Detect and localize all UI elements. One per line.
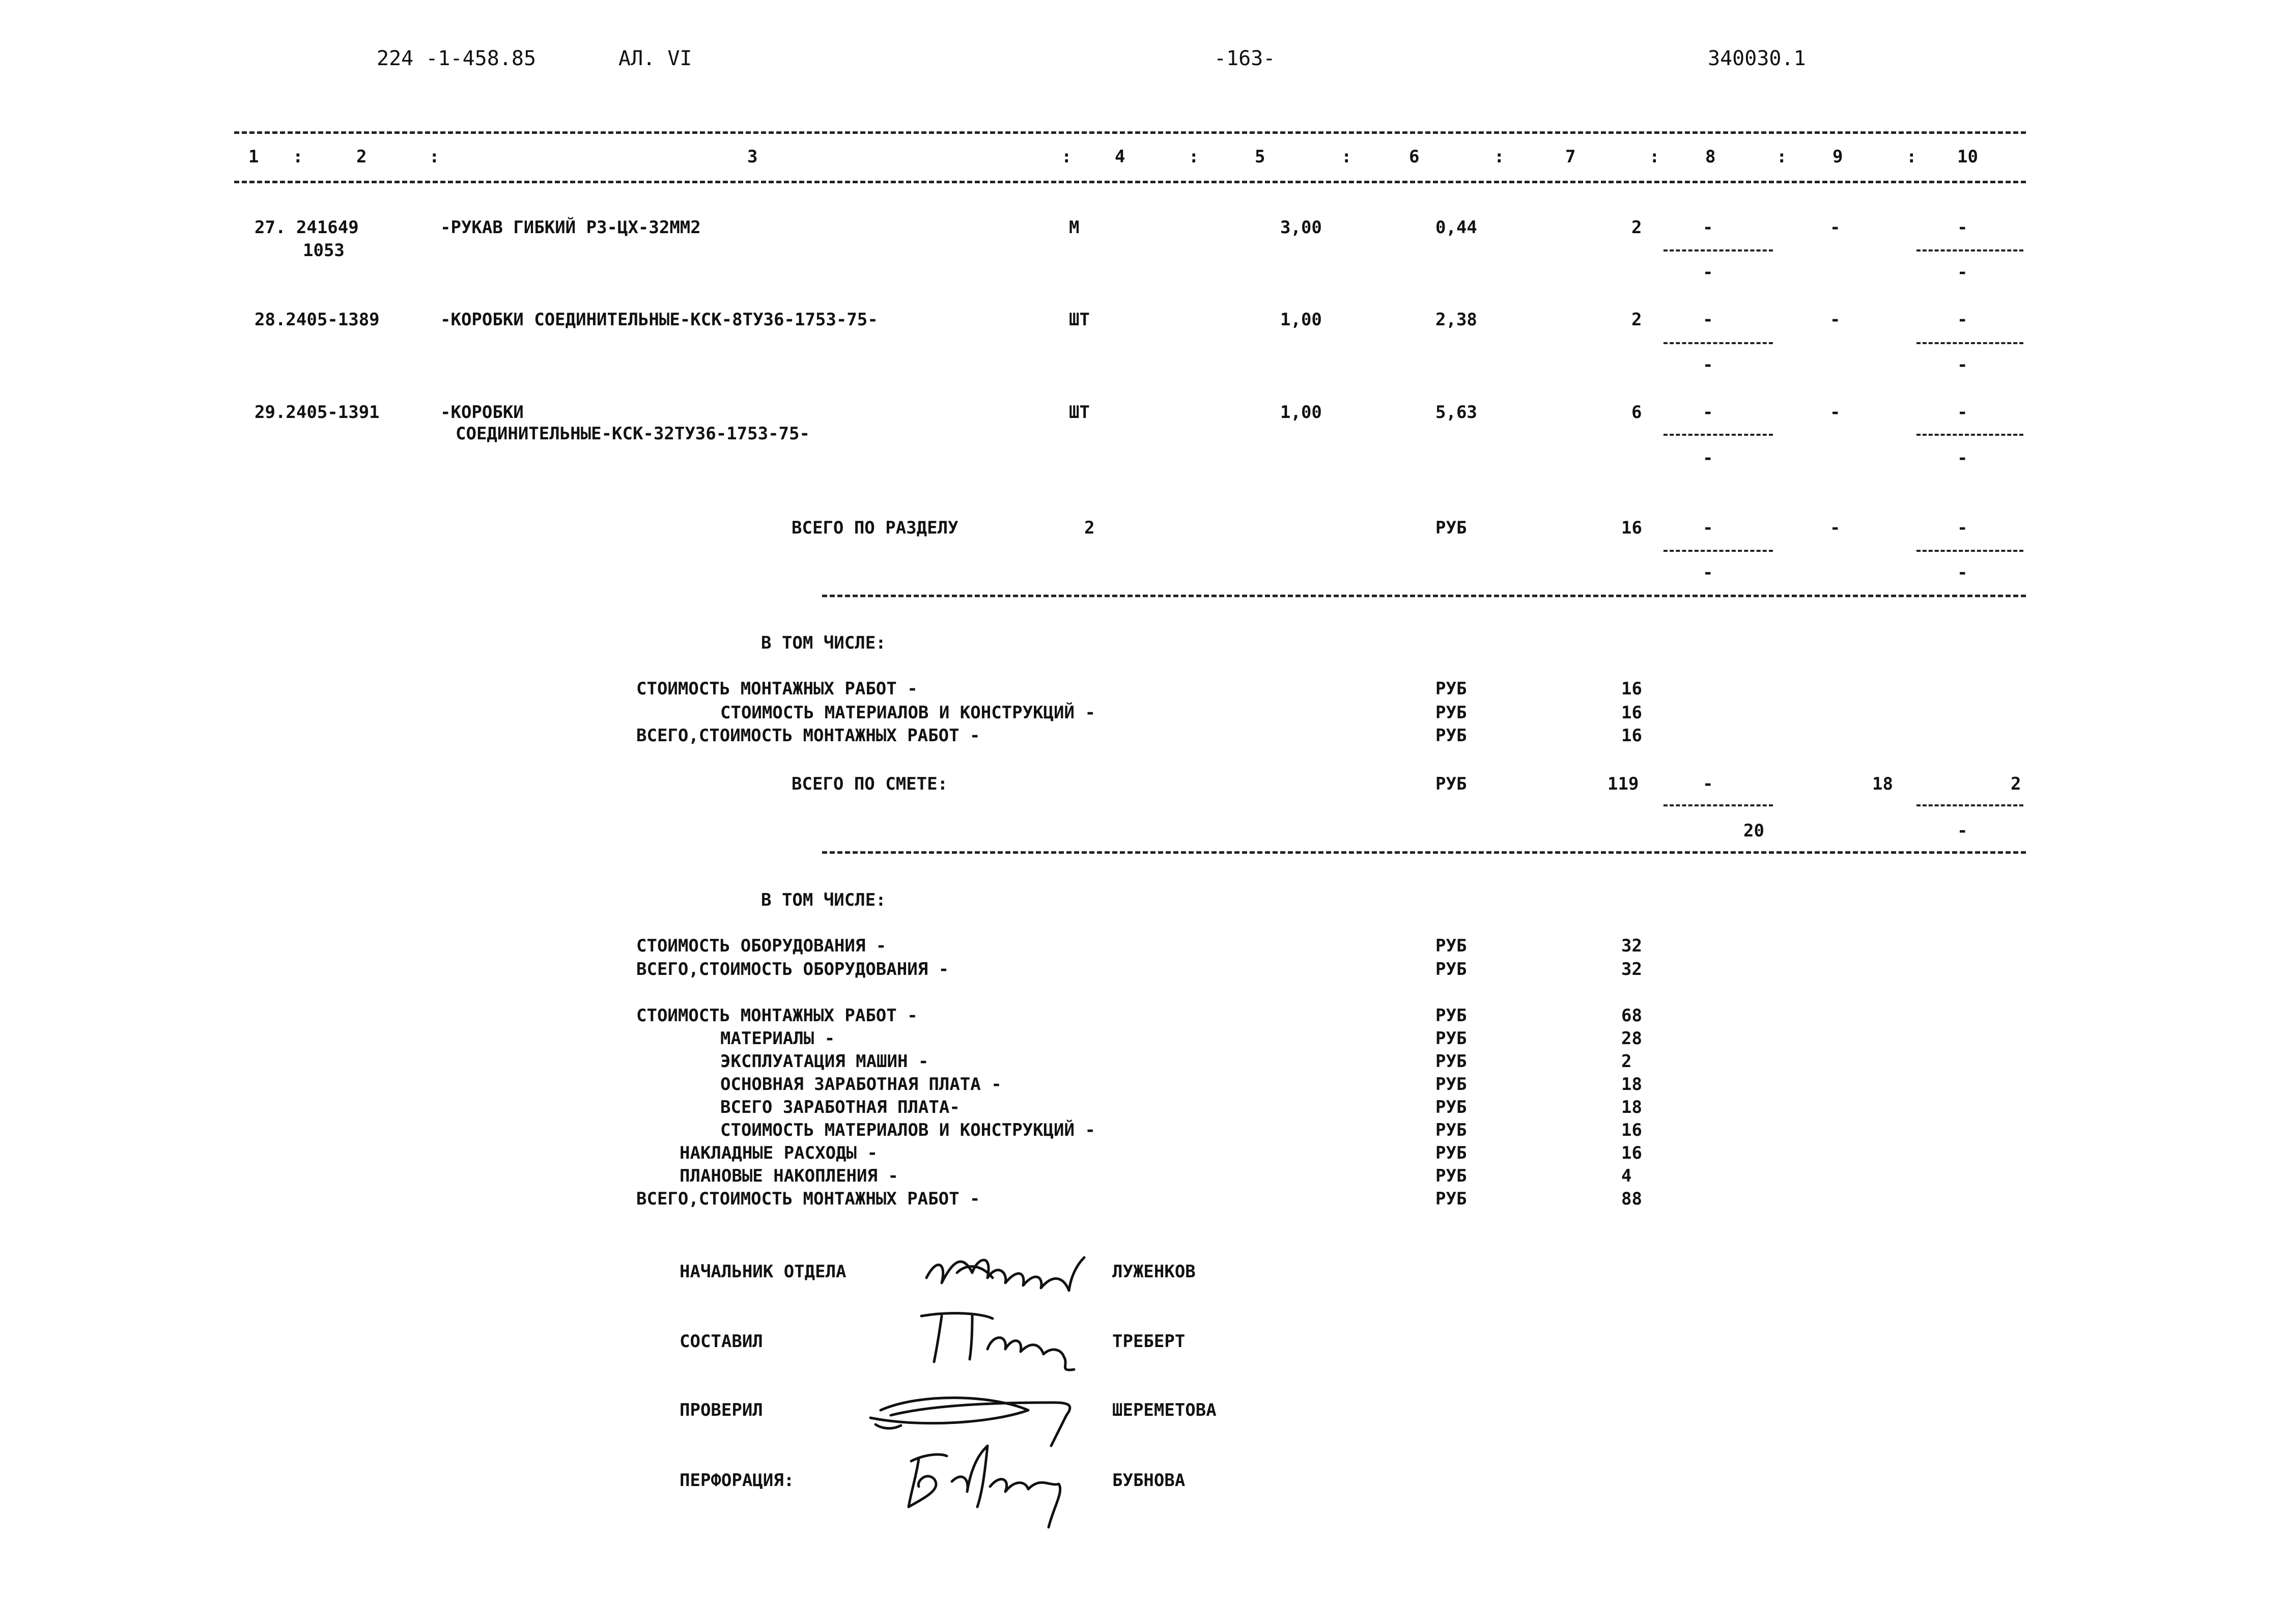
unit-price: 0,44 [1435,217,1477,238]
currency-unit: РУБ [1435,1143,1467,1163]
currency-unit: РУБ [1435,936,1467,956]
cost-line-value: 88 [1621,1189,1642,1209]
cost-line-label: СТОИМОСТЬ МАТЕРИАЛОВ И КОНСТРУКЦИЙ - [720,1120,1095,1140]
handwritten-signature-icon [916,1242,1094,1308]
cost-line-value: 68 [1621,1005,1642,1026]
cost-line-value: 18 [1621,1097,1642,1117]
col-sep: : [1649,147,1660,167]
col8-value: - [1703,217,1713,238]
row-number: 28.2405-1389 [255,310,380,330]
col9-value: - [1830,217,1841,238]
fraction-rule [1916,550,2023,552]
cost-line-label: ЭКСПЛУАТАЦИЯ МАШИН - [720,1051,929,1072]
document-code: 224 -1-458.85 [377,47,537,70]
cost-line-value: 32 [1621,936,1642,956]
col8-value: 20 [1743,821,1764,841]
currency-unit: РУБ [1435,959,1467,979]
item-name: -КОРОБКИ [440,402,524,423]
currency-unit: РУБ [1435,1074,1467,1095]
col10-value: - [1957,402,1968,423]
item-name: -КОРОБКИ СОЕДИНИТЕЛЬНЫЕ-КСК-8ТУ36-1753-75- [440,310,878,330]
fraction-rule [1663,249,1773,251]
currency-unit: РУБ [1435,1189,1467,1209]
estimate-divider [822,851,2026,854]
cost-line-label: МАТЕРИАЛЫ - [720,1028,835,1049]
col-sep: : [1494,147,1505,167]
col-sep: : [429,147,440,167]
col-9-header: 9 [1832,147,1843,167]
col8-value: - [1703,310,1713,330]
currency-unit: РУБ [1435,518,1467,538]
col9-value: - [1830,518,1841,538]
cost-line-value: 32 [1621,959,1642,979]
fraction-rule [1663,804,1773,806]
estimate-total-label: ВСЕГО ПО СМЕТЕ: [792,774,948,794]
fraction-rule [1916,434,2023,436]
cost-line-value: 16 [1621,703,1642,723]
quantity: 1,00 [1280,402,1322,423]
cost-line-label: ПЛАНОВЫЕ НАКОПЛЕНИЯ - [680,1166,898,1186]
signature-role: ПЕРФОРАЦИЯ: [680,1470,795,1491]
currency-unit: РУБ [1435,1097,1467,1117]
col10-value: - [1957,217,1968,238]
currency-unit: РУБ [1435,725,1467,746]
col10-value: - [1957,518,1968,538]
currency-unit: РУБ [1435,1051,1467,1072]
currency-unit: РУБ [1435,1166,1467,1186]
col9-value: - [1830,310,1841,330]
col-10-header: 10 [1957,147,1978,167]
col-4-header: 4 [1115,147,1125,167]
cost-line-value: 2 [1621,1051,1632,1072]
fraction-rule [1916,342,2023,344]
col-2-header: 2 [356,147,367,167]
fraction-rule [1916,804,2023,806]
item-name: -РУКАВ ГИБКИЙ РЗ-ЦХ-32ММ2 [440,217,701,238]
currency-unit: РУБ [1435,1120,1467,1140]
col-sep: : [1061,147,1072,167]
handwritten-signature-icon [896,1431,1089,1532]
handwritten-signature-icon [911,1303,1084,1375]
cost-line-value: 16 [1621,1143,1642,1163]
album-label: АЛ. VI [618,47,692,70]
fraction-rule [1663,434,1773,436]
header-bottom-rule [234,181,2026,183]
signatory-name: ЛУЖЕНКОВ [1112,1262,1196,1282]
unit: ШТ [1069,310,1090,330]
signatory-name: ШЕРЕМЕТОВА [1112,1400,1217,1420]
estimate-total-value: 119 [1608,774,1639,794]
col8-value: - [1703,774,1713,794]
currency-unit: РУБ [1435,774,1467,794]
quantity: 3,00 [1280,217,1322,238]
unit-price: 2,38 [1435,310,1477,330]
col-sep: : [1189,147,1199,167]
cost-line-label: ВСЕГО ЗАРАБОТНАЯ ПЛАТА- [720,1097,960,1117]
including-label: В ТОМ ЧИСЛЕ: [761,633,886,653]
header-top-rule [234,131,2026,134]
col-sep: : [1777,147,1787,167]
currency-unit: РУБ [1435,703,1467,723]
cost-line-label: СТОИМОСТЬ МАТЕРИАЛОВ И КОНСТРУКЦИЙ - [720,703,1095,723]
signature-role: СОСТАВИЛ [680,1331,763,1352]
col10-value: - [1957,310,1968,330]
col8-value: - [1703,563,1713,583]
signatory-name: ТРЕБЕРТ [1112,1331,1186,1352]
quantity: 1,00 [1280,310,1322,330]
col-6-header: 6 [1409,147,1420,167]
col-sep: : [293,147,303,167]
col8-value: - [1703,355,1713,375]
col9-value: 18 [1872,774,1893,794]
page-number: -163- [1214,47,1276,70]
unit-price: 5,63 [1435,402,1477,423]
fraction-rule [1663,342,1773,344]
col8-value: - [1703,262,1713,283]
col-3-header: 3 [747,147,758,167]
total: 6 [1631,402,1642,423]
total: 2 [1631,310,1642,330]
currency-unit: РУБ [1435,1005,1467,1026]
cost-line-value: 28 [1621,1028,1642,1049]
section-number: 2 [1084,518,1095,538]
unit: М [1069,217,1080,238]
cost-line-value: 16 [1621,679,1642,699]
cost-line-label: ОСНОВНАЯ ЗАРАБОТНАЯ ПЛАТА - [720,1074,1002,1095]
fraction-rule [1663,550,1773,552]
fraction-rule [1916,249,2023,251]
col-1-header: 1 [248,147,259,167]
total: 2 [1631,217,1642,238]
signatory-name: БУБНОВА [1112,1470,1186,1491]
cost-line-value: 18 [1621,1074,1642,1095]
col-8-header: 8 [1705,147,1716,167]
col10-value: 2 [2011,774,2021,794]
col9-value: - [1830,402,1841,423]
col10-value: - [1957,821,1968,841]
including-label: В ТОМ ЧИСЛЕ: [761,890,886,910]
document-number: 340030.1 [1708,47,1806,70]
cost-line-label: СТОИМОСТЬ МОНТАЖНЫХ РАБОТ - [636,1005,918,1026]
col8-value: - [1703,518,1713,538]
cost-line-label: ВСЕГО,СТОИМОСТЬ МОНТАЖНЫХ РАБОТ - [636,725,980,746]
col-sep: : [1341,147,1352,167]
section-total-value: 16 [1621,518,1642,538]
cost-line-label: СТОИМОСТЬ ОБОРУДОВАНИЯ - [636,936,887,956]
cost-line-label: СТОИМОСТЬ МОНТАЖНЫХ РАБОТ - [636,679,918,699]
col10-value: - [1957,355,1968,375]
col8-value: - [1703,402,1713,423]
cost-line-label: ВСЕГО,СТОИМОСТЬ ОБОРУДОВАНИЯ - [636,959,949,979]
cost-line-value: 16 [1621,1120,1642,1140]
unit: ШТ [1069,402,1090,423]
col-7-header: 7 [1565,147,1576,167]
signature-role: НАЧАЛЬНИК ОТДЕЛА [680,1262,847,1282]
signature-role: ПРОВЕРИЛ [680,1400,763,1420]
col10-value: - [1957,563,1968,583]
col10-value: - [1957,448,1968,468]
currency-unit: РУБ [1435,1028,1467,1049]
cost-line-value: 4 [1621,1166,1632,1186]
row-number-continued: 1053 [303,240,345,261]
item-name-continued: СОЕДИНИТЕЛЬНЫЕ-КСК-32ТУ36-1753-75- [456,424,810,444]
currency-unit: РУБ [1435,679,1467,699]
col8-value: - [1703,448,1713,468]
section-total-label: ВСЕГО ПО РАЗДЕЛУ [792,518,958,538]
col-sep: : [1906,147,1917,167]
cost-line-label: ВСЕГО,СТОИМОСТЬ МОНТАЖНЫХ РАБОТ - [636,1189,980,1209]
cost-line-label: НАКЛАДНЫЕ РАСХОДЫ - [680,1143,878,1163]
col10-value: - [1957,262,1968,283]
col-5-header: 5 [1255,147,1265,167]
row-number: 27. 241649 [255,217,359,238]
cost-line-value: 16 [1621,725,1642,746]
row-number: 29.2405-1391 [255,402,380,423]
section-divider [822,595,2026,597]
